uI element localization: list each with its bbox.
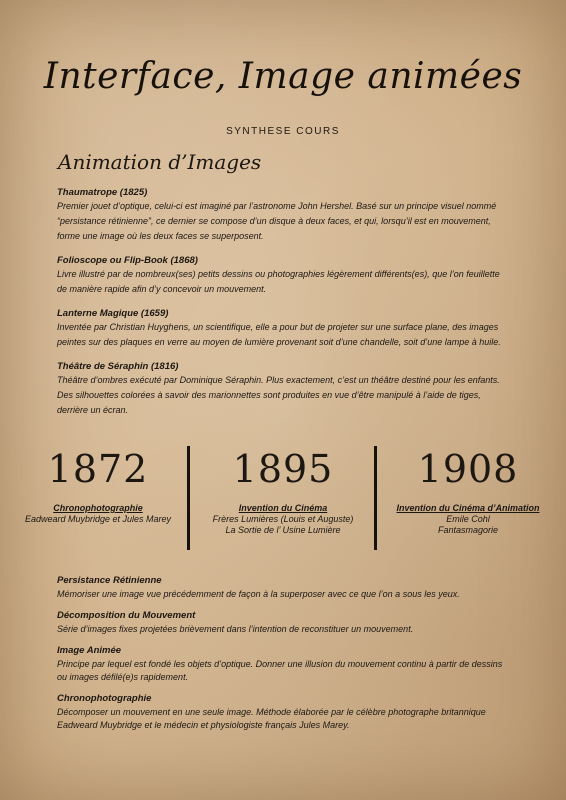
glossary-term: Décomposition du Mouvement bbox=[57, 610, 196, 621]
entry-folioscope bbox=[57, 254, 507, 297]
timeline-heading: Invention du Cinéma bbox=[238, 503, 328, 513]
timeline-heading: Invention du Cinéma d’Animation bbox=[396, 503, 540, 513]
timeline-divider bbox=[187, 446, 190, 550]
timeline-heading: Chronophotographie bbox=[53, 503, 143, 513]
glossary-definition: Mémoriser une image vue précédemment de façon à la superposer avec ce que l’on a sous les yeux. bbox=[57, 589, 460, 599]
entry-text: Livre illustré par de nombreux(ses) petits dessins ou photographies légèrement différents(es), que l’on feuillette de manière rapide afin d’y concevoir un mouvement. bbox=[57, 269, 500, 294]
timeline-year: 1872 bbox=[47, 447, 149, 491]
glossary-item bbox=[57, 609, 507, 636]
glossary-definition: Décomposer un mouvement en une seule image. Méthode élaborée par le célèbre photographe britannique Eadweard Muybridge et le médecin et physiologiste français Jules Marey. bbox=[57, 707, 486, 730]
timeline-line: Eadweard Muybridge et Jules Marey bbox=[24, 514, 172, 524]
entries-list bbox=[57, 186, 507, 428]
entry-text: Premier jouet d’optique, celui-ci est imaginé par l’astronome John Hershel. Basé sur un principe visuel nommé “persistance rétinienne”, ce dernier se compose d’un disque à deux faces, et qui, lorsqu’il est en mouvement, forme une image où les deux faces se superposent. bbox=[57, 201, 497, 241]
entry-title: Théâtre de Séraphin (1816) bbox=[57, 361, 179, 372]
timeline-year: 1895 bbox=[232, 447, 334, 491]
glossary-term: Chronophotographie bbox=[57, 693, 152, 704]
page-title: Interface, Image animées bbox=[43, 56, 523, 97]
glossary-item bbox=[57, 574, 507, 601]
glossary-definition: Série d’images fixes projetées brièvement dans l’intention de reconstituer un mouvement. bbox=[57, 624, 414, 634]
timeline-item-1872 bbox=[12, 446, 184, 525]
entry-title: Folioscope ou Flip-Book (1868) bbox=[57, 255, 198, 266]
timeline-divider bbox=[374, 446, 377, 550]
section-title: Animation d’Images bbox=[58, 150, 262, 174]
timeline-item-1895 bbox=[197, 446, 369, 536]
entry-thaumatrope bbox=[57, 186, 507, 244]
timeline-line: Frères Lumières (Louis et Auguste) bbox=[212, 514, 354, 524]
entry-text: Théâtre d’ombres exécuté par Dominique Séraphin. Plus exactement, c’est un théâtre destiné pour les enfants. Des silhouettes colorées à savoir des marionnettes sont produites en vue d’être manipulé à l’aide de tiges, derrière un écran. bbox=[57, 375, 500, 415]
glossary-term: Image Animée bbox=[57, 645, 122, 656]
page-subtitle: SYNTHESE COURS bbox=[226, 126, 340, 137]
timeline-line: Emile Cohl bbox=[446, 514, 490, 524]
entry-title: Thaumatrope (1825) bbox=[57, 187, 148, 198]
timeline-line: Fantasmagorie bbox=[437, 525, 499, 535]
timeline-line: La Sortie de l’ Usine Lumière bbox=[225, 525, 341, 535]
entry-theatre-seraphin bbox=[57, 360, 507, 418]
glossary-item bbox=[57, 644, 507, 684]
glossary-definition: Principe par lequel est fondé les objets d’optique. Donner une illusion du mouvement continu à partir de dessins ou images défilé(e)s rapidement. bbox=[57, 659, 503, 682]
entry-lanterne-magique bbox=[57, 307, 507, 350]
entry-title: Lanterne Magique (1659) bbox=[57, 308, 169, 319]
glossary-term: Persistance Rétinienne bbox=[57, 575, 162, 586]
entry-text: Inventée par Christian Huyghens, un scientifique, elle a pour but de projeter sur une surface plane, des images peintes sur des plaques en verre au moyen de lumière provenant soit d’une chandelle, soit d’une lampe à huile. bbox=[57, 322, 501, 347]
timeline bbox=[12, 446, 554, 550]
glossary-item bbox=[57, 692, 507, 732]
timeline-item-1908 bbox=[382, 446, 554, 536]
glossary bbox=[57, 574, 507, 740]
timeline-year: 1908 bbox=[417, 447, 519, 491]
